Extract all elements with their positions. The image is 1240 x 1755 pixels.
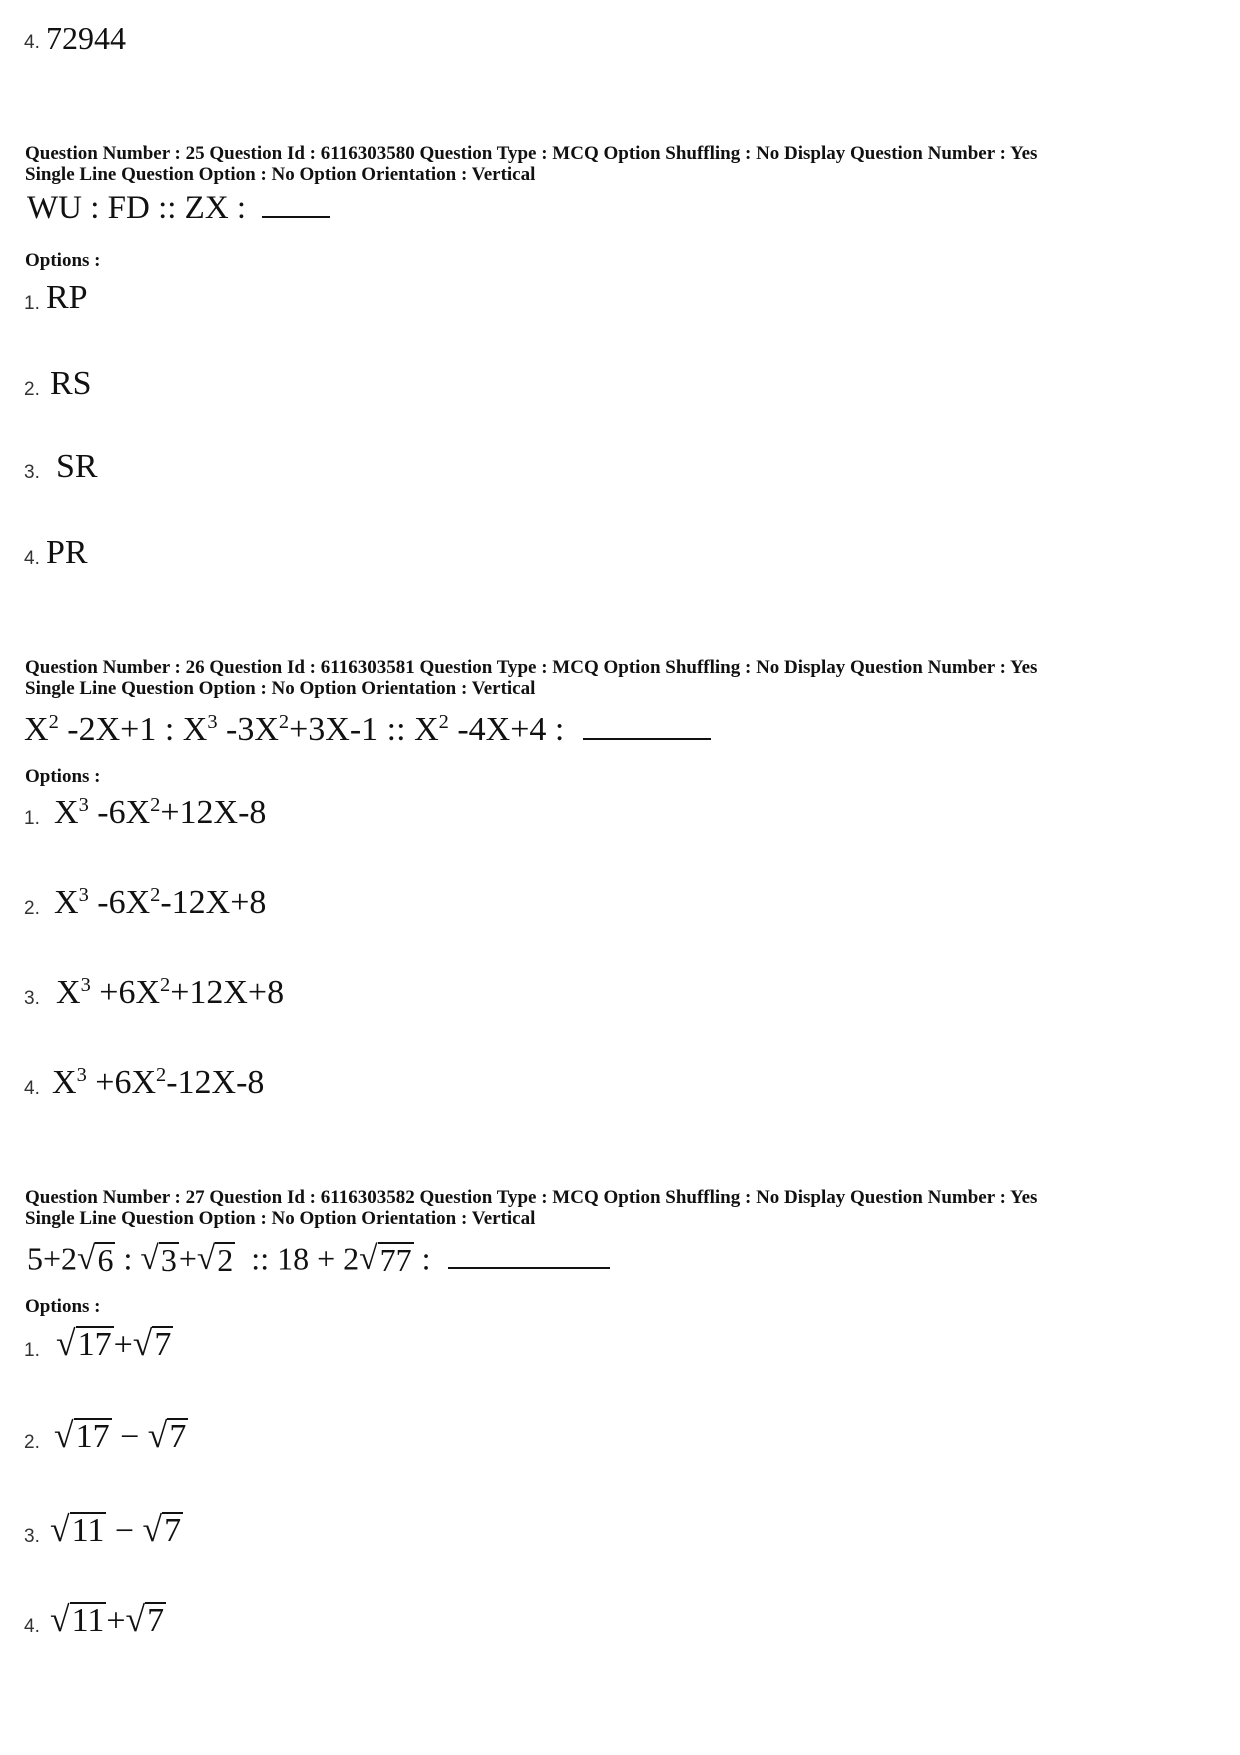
option-number: 4. (24, 1078, 40, 1099)
term: -4X+4 : (448, 711, 565, 748)
answer-blank (583, 738, 711, 740)
option-value: RS (50, 365, 92, 402)
term: -2X+1 : X (58, 711, 208, 748)
term: +3X-1 :: X (289, 711, 439, 748)
option-number: 4. (24, 548, 40, 569)
q27-options-label: Options : (25, 1296, 101, 1317)
option-number: 2. (24, 1432, 40, 1454)
option-number: 3. (24, 462, 40, 483)
option-number: 1. (24, 1340, 40, 1362)
q26-option-2[interactable] (24, 883, 267, 921)
q27-option-1[interactable] (24, 1323, 173, 1364)
option-value: PR (46, 534, 88, 571)
sqrt-symbol: √ 6 (77, 1240, 114, 1278)
option-value: √ 17 − √ 7 (54, 1415, 187, 1456)
option-value: RP (46, 279, 88, 316)
q25-option-4[interactable] (24, 536, 88, 570)
term: 5+2 (27, 1240, 78, 1277)
sqrt-symbol: √ 3 (140, 1240, 177, 1278)
option-value: √ 17 + √ 7 (56, 1323, 172, 1364)
exponent: 2 (438, 710, 449, 733)
option-value: $X^3 +6X^2-12X-8$ (52, 1063, 265, 1101)
q25-option-1[interactable] (24, 281, 88, 315)
q25-option-2[interactable] (24, 367, 92, 401)
exponent: 2 (278, 710, 290, 733)
q25-meta-line-1: Question Number : 25 Question Id : 6116303580 Question Type : MCQ Option Shuffling : No Display Question Number : Yes (25, 143, 1038, 164)
option-value: √ 11 − √ 7 (50, 1509, 182, 1550)
answer-blank (448, 1267, 610, 1269)
term: :: 18 + 2 (235, 1240, 360, 1277)
term: : (413, 1240, 431, 1277)
option-number: 4. (24, 1616, 40, 1638)
q25-options-label: Options : (25, 250, 101, 271)
option-value: SR (56, 448, 98, 485)
q26-option-3[interactable] (24, 973, 285, 1011)
q27-option-4[interactable] (24, 1599, 166, 1640)
q27-meta-line-2: Single Line Question Option : No Option Orientation : Vertical (25, 1208, 536, 1229)
option-number: 2. (24, 379, 40, 400)
sqrt-symbol: √ 2 (196, 1240, 234, 1278)
exponent: 2 (48, 710, 59, 733)
q26-option-4[interactable] (24, 1063, 265, 1101)
q26-question-text (24, 710, 711, 748)
term: : (115, 1240, 141, 1277)
q27-option-3[interactable] (24, 1509, 183, 1550)
option-number: 4. (24, 32, 40, 53)
q27-question-text (27, 1242, 610, 1276)
term: -3X (217, 711, 279, 748)
option-number: 2. (24, 898, 40, 919)
prev-question-option-4[interactable] (24, 22, 126, 54)
option-value: $X^3 +6X^2+12X+8$ (56, 973, 285, 1011)
option-number: 1. (24, 293, 40, 314)
option-value: 72944 (46, 20, 126, 56)
option-value: $X^3$ $-6X^2-12X+8$ (54, 883, 267, 921)
answer-blank (262, 216, 330, 218)
option-value: √ 11 + √ 7 (50, 1599, 165, 1640)
q25-question-stem: WU : FD :: ZX : (27, 190, 247, 226)
q26-meta-line-1: Question Number : 26 Question Id : 6116303581 Question Type : MCQ Option Shuffling : No Display Question Number : Yes (25, 657, 1038, 678)
sqrt-symbol: √ 77 (359, 1240, 412, 1278)
q27-option-2[interactable] (24, 1415, 188, 1456)
q26-meta-line-2: Single Line Question Option : No Option Orientation : Vertical (25, 678, 536, 699)
q26-option-1[interactable] (24, 793, 267, 831)
exponent: 3 (207, 710, 218, 733)
q25-question-text (27, 192, 330, 225)
q25-option-3[interactable] (24, 450, 98, 484)
q25-meta-line-2: Single Line Question Option : No Option Orientation : Vertical (25, 164, 536, 185)
q26-options-label: Options : (25, 766, 101, 787)
option-number: 3. (24, 988, 40, 1009)
q27-meta-line-1: Question Number : 27 Question Id : 6116303582 Question Type : MCQ Option Shuffling : No Display Question Number : Yes (25, 1187, 1038, 1208)
option-value: $X^3$ $-6X^2+12X-8$ (54, 793, 267, 831)
term: X (24, 711, 49, 748)
option-number: 3. (24, 1526, 40, 1548)
option-number: 1. (24, 808, 40, 829)
term: + (178, 1240, 197, 1277)
